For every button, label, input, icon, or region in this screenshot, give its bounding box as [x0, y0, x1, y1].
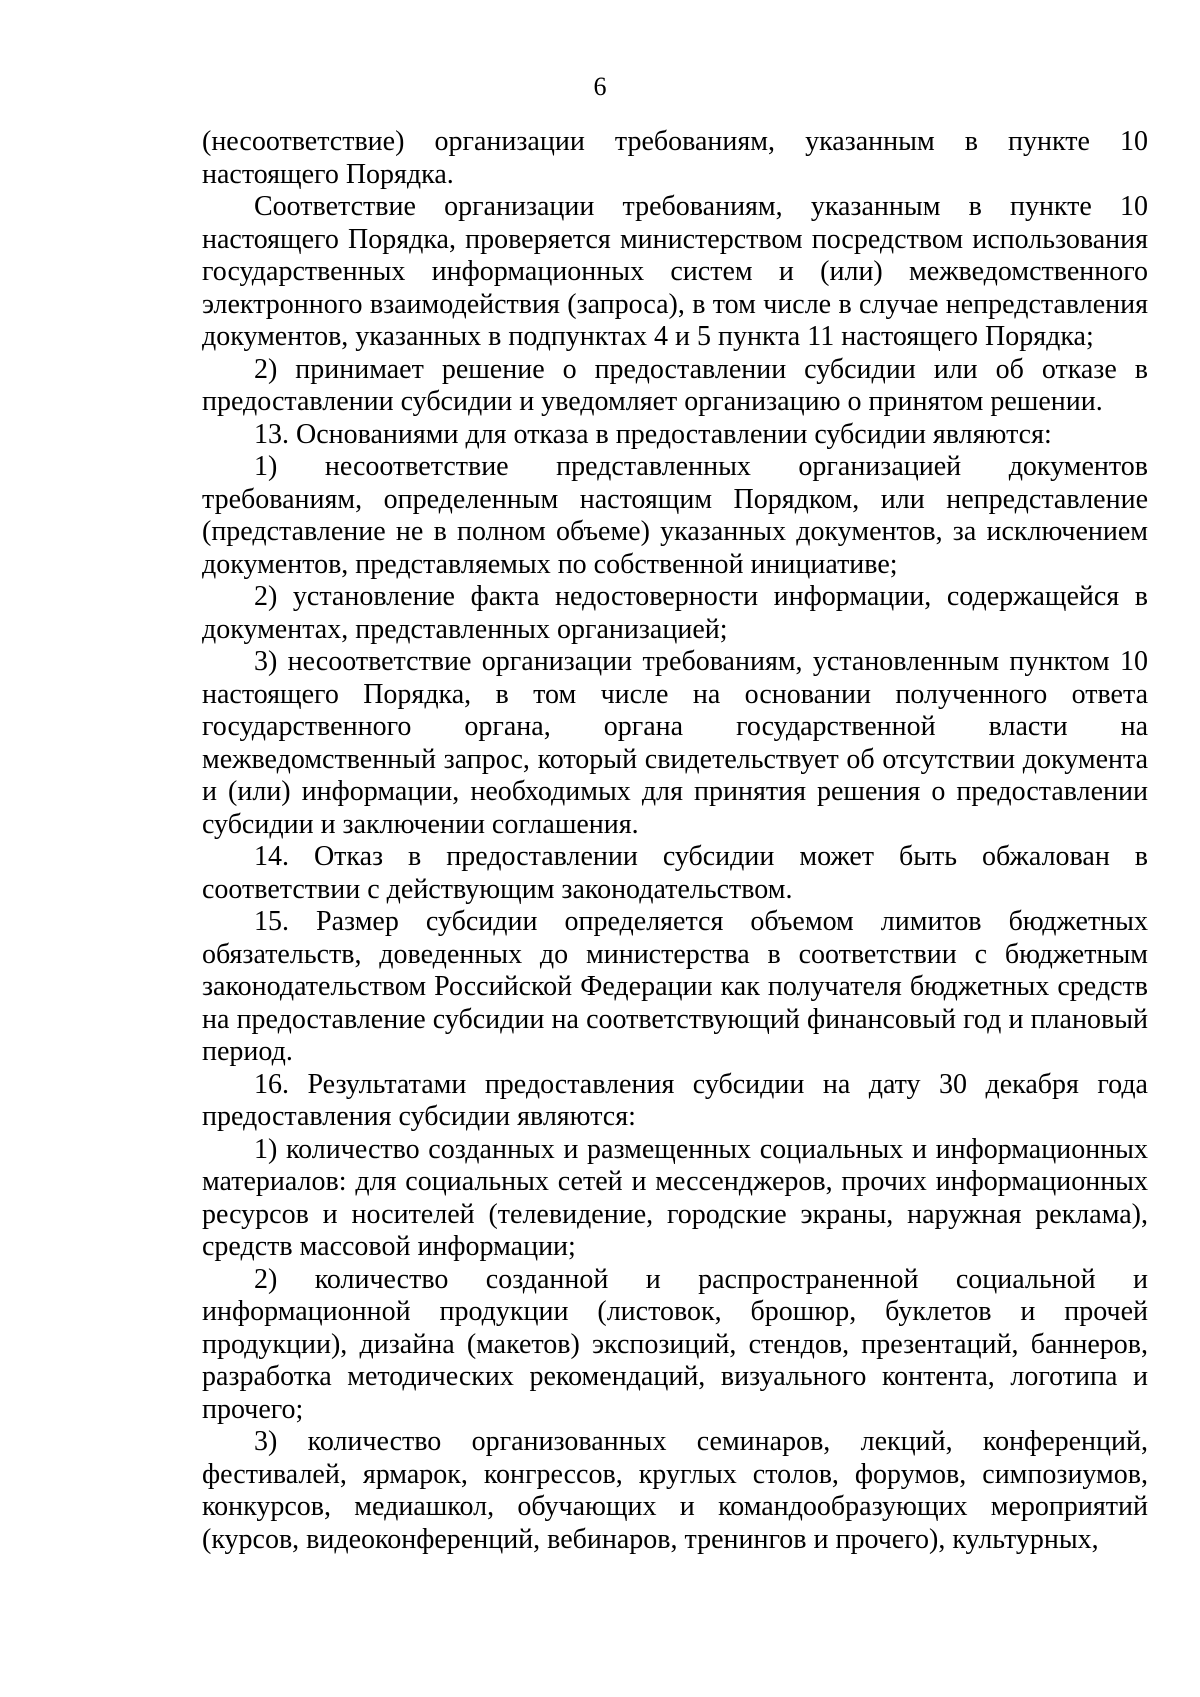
- paragraph-7: 3) несоответствие организации требованиям, установленным пунктом 10 настоящего Порядка, в том числе на основании полученного ответа государственного органа, органа государственной власти на межведомственный запрос, который свидетельствует об отсутствии документа и (или) информации, необходимых для принятия решения о предоставлении субсидии и заключении соглашения.: [202, 646, 1148, 840]
- paragraph-13: 3) количество организованных семинаров, лекций, конференций, фестивалей, ярмарок, конгрессов, круглых столов, форумов, симпозиумов, конкурсов, медиашкол, обучающих и командообразующих мероприятий (курсов, видеоконференций, вебинаров, тренингов и прочего), культурных,: [202, 1426, 1148, 1555]
- paragraph-9: 15. Размер субсидии определяется объемом лимитов бюджетных обязательств, доведенных до министерства в соответствии с бюджетным законодательством Российской Федерации как получателя бюджетных средств на предоставление субсидии на соответствующий финансовый год и плановый период.: [202, 906, 1148, 1067]
- paragraph-11: 1) количество созданных и размещенных социальных и информационных материалов: для социальных сетей и мессенджеров, прочих информационных ресурсов и носителей (телевидение, городские экраны, наружная реклама), средств массовой информации;: [202, 1133, 1148, 1262]
- paragraph-8: 14. Отказ в предоставлении субсидии может быть обжалован в соответствии с действующим законодательством.: [202, 841, 1148, 905]
- paragraph-1: (несоответствие) организации требованиям, указанным в пункте 10 настоящего Порядка.: [202, 126, 1148, 190]
- paragraph-4: 13. Основаниями для отказа в предоставлении субсидии являются:: [254, 418, 1052, 450]
- paragraph-12: 2) количество созданной и распространенной социальной и информационной продукции (листовок, брошюр, буклетов и прочей продукции), дизайна (макетов) экспозиций, стендов, презентаций, баннеров, разработка методических рекомендаций, визуального контента, логотипа и прочего;: [202, 1263, 1148, 1425]
- paragraph-3: 2) принимает решение о предоставлении субсидии или об отказе в предоставлении субсидии и уведомляет организацию о принятом решении.: [202, 353, 1148, 417]
- document-body: [202, 126, 1148, 1556]
- paragraph-2: Соответствие организации требованиям, указанным в пункте 10 настоящего Порядка, проверяется министерством посредством использования государственных информационных систем и (или) межведомственного электронного взаимодействия (запроса), в том числе в случае непредставления документов, указанных в подпунктах 4 и 5 пункта 11 настоящего Порядка;: [202, 191, 1148, 352]
- paragraph-10: 16. Результатами предоставления субсидии на дату 30 декабря года предоставления субсидии являются:: [202, 1068, 1148, 1132]
- page-number: 6: [593, 72, 607, 101]
- paragraph-5: 1) несоответствие представленных организацией документов требованиям, определенным настоящим Порядком, или непредставление (представление не в полном объеме) указанных документов, за исключением документов, представляемых по собственной инициативе;: [202, 451, 1148, 580]
- paragraph-6: 2) установление факта недостоверности информации, содержащейся в документах, представленных организацией;: [202, 581, 1148, 645]
